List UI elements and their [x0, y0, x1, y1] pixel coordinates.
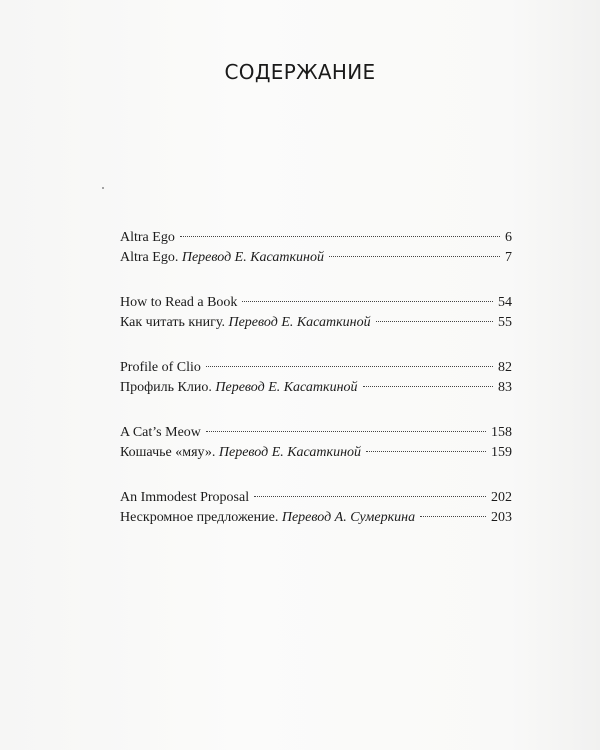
entry-title: [120, 378, 358, 398]
title-text: How to Read a Book: [120, 295, 238, 310]
dot-leader: [180, 236, 500, 237]
entry-title: [120, 248, 324, 268]
toc-entry: [120, 313, 512, 333]
toc-entry: [120, 358, 512, 378]
dot-leader: [206, 431, 486, 432]
entry-title: [120, 358, 201, 378]
dot-leader: [376, 321, 493, 322]
title-text: Altra Ego.: [120, 250, 182, 265]
page-number: 55: [498, 315, 512, 330]
dot-leader: [329, 256, 500, 257]
page-number: 82: [498, 360, 512, 375]
toc-entry: [120, 423, 512, 443]
page-title: СОДЕРЖАНИЕ: [224, 60, 376, 84]
page-number: 159: [491, 445, 512, 460]
toc-entry: [120, 508, 512, 528]
toc-group: [120, 358, 512, 398]
print-speck: [102, 187, 104, 189]
translator-credit: Перевод А. Сумеркина: [281, 510, 416, 525]
page-number: 54: [498, 295, 512, 310]
toc-group: [120, 423, 512, 463]
title-text: Профиль Клио.: [120, 380, 216, 395]
toc-entry: [120, 248, 512, 268]
title-text: Кошачье «мяу».: [120, 445, 219, 460]
toc-entry: [120, 228, 512, 248]
page-number: 158: [491, 425, 512, 440]
entry-title: [120, 293, 237, 313]
dot-leader: [420, 516, 486, 517]
toc-group: [120, 228, 512, 268]
dot-leader: [254, 496, 486, 497]
entry-title: [120, 508, 415, 528]
toc-group: [120, 488, 512, 528]
page-number: 83: [498, 380, 512, 395]
dot-leader: [366, 451, 486, 452]
table-of-contents: [120, 228, 512, 553]
page-number: 203: [491, 510, 512, 525]
translator-credit: Перевод Е. Касаткиной: [218, 445, 362, 460]
toc-group: [120, 293, 512, 333]
translator-credit: Перевод Е. Касаткиной: [181, 250, 324, 265]
entry-title: [120, 228, 175, 248]
title-text: An Immodest Proposal: [120, 490, 250, 505]
translator-credit: Перевод Е. Касаткиной: [215, 380, 358, 395]
page-number: 202: [491, 490, 512, 505]
title-text: Как читать книгу.: [120, 315, 229, 330]
toc-entry: [120, 488, 512, 508]
title-text: Profile of Clio: [120, 360, 201, 375]
dot-leader: [363, 386, 493, 387]
title-text: Altra Ego: [120, 230, 175, 245]
entry-title: [120, 313, 371, 333]
dot-leader: [206, 366, 493, 367]
toc-entry: [120, 378, 512, 398]
page-number: 6: [505, 230, 512, 245]
dot-leader: [242, 301, 493, 302]
page-number: 7: [505, 250, 512, 265]
title-text: Нескромное предложение.: [120, 510, 282, 525]
entry-title: [120, 423, 201, 443]
entry-title: [120, 443, 361, 463]
toc-entry: [120, 443, 512, 463]
translator-credit: Перевод Е. Касаткиной: [228, 315, 371, 330]
toc-entry: [120, 293, 512, 313]
title-text: A Cat’s Meow: [120, 425, 201, 440]
entry-title: [120, 488, 249, 508]
